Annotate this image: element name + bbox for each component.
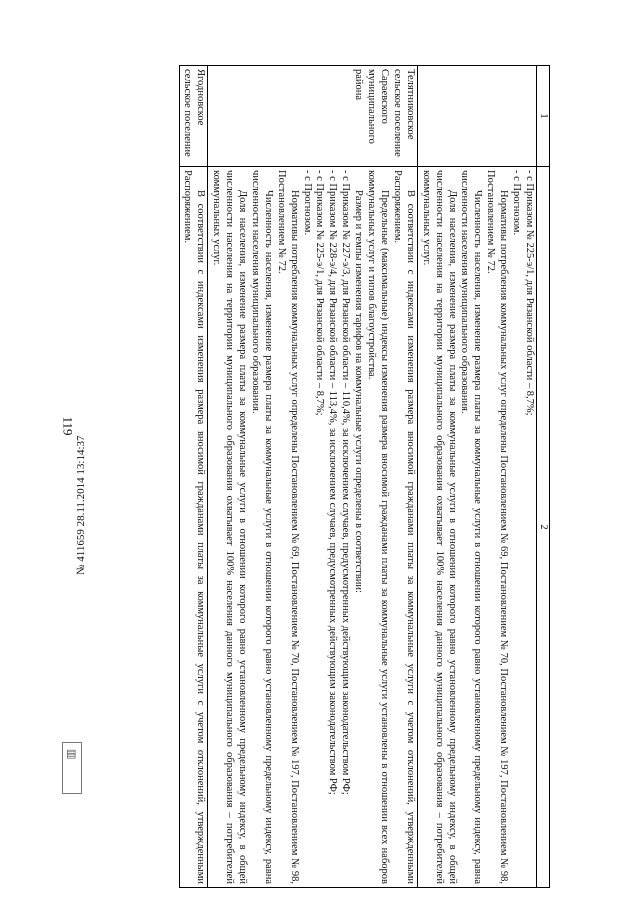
- description-cell: [208, 167, 418, 888]
- paragraph: Нормативы потребления коммунальных услуг определены Постановлением № 69, Постановлением № 70, Постановлением № 197, Постановлением № 98, Постановлением № 72.: [485, 170, 510, 884]
- paragraph: Размер и темпы изменения тарифов на коммунальные услуги определены в соответствии:: [353, 190, 365, 593]
- paragraph: - с Прогнозом.: [511, 170, 523, 236]
- description-cell: [417, 167, 536, 888]
- table-row: [417, 66, 536, 888]
- paragraph: - с Прогнозом.: [301, 170, 313, 236]
- header-col-2: 2: [537, 167, 550, 888]
- municipality-cell: [417, 66, 536, 167]
- paragraph: Численность населения, изменение размера платы за коммунальные услуги в отношении которого равно установленному предельному индексу, равна численности населения муниципального образования.: [459, 170, 484, 884]
- paragraph: В соответствии с индексами изменения размера вносимой гражданами платы за коммунальные услуги с учетом отклонений, утвержденными Распоряжением.: [182, 170, 207, 884]
- paragraph: В соответствии с индексами изменения размера вносимой гражданами платы за коммунальные услуги с учетом отклонений, утвержденными Распоряжением.: [391, 170, 416, 884]
- municipality-cell: Телятниковское сельское поселение Сараевского муниципального района: [208, 66, 418, 167]
- table-row: [208, 66, 418, 888]
- paragraph: Нормативы потребления коммунальных услуг определены Постановлением № 69, Постановлением № 70, Постановлением № 197, Постановлением № 98, Постановлением № 72.: [275, 170, 300, 884]
- table-row: [179, 66, 208, 888]
- description-cell: [179, 167, 208, 888]
- paragraph: - с Приказом № 225-э/1, для Рязанской области – 8,7%;: [524, 170, 535, 416]
- paragraph: - с Приказом № 228-э/4, для Рязанской области – 113,4%, за исключением случаев, предусмотренных действующим законодательством РФ;: [327, 170, 339, 795]
- paragraph: - с Приказом № 225-э/1, для Рязанской области – 8,7%;: [314, 170, 326, 416]
- municipality-cell: Ягодновское сельское поселение: [179, 66, 208, 167]
- rotated-sheet: [60, 65, 550, 885]
- page-number: 119: [60, 416, 76, 436]
- header-col-1: 1: [537, 66, 550, 167]
- stamp-icon: ▤: [66, 748, 77, 760]
- paragraph: Доля населения, изменение размера платы за коммунальные услуги в отношении которого равно установленному предельному индексу, в общей численности населения на территории муниципального образования охватывает 100% населения данного муниципального образования – потребителей коммунальных услуг.: [211, 170, 249, 884]
- tariff-table: [179, 65, 550, 888]
- paragraph: Численность населения, изменение размера платы за коммунальные услуги в отношении которого равно установленному предельному индексу, равна численности населения муниципального образования.: [249, 170, 274, 884]
- header-row: [537, 66, 550, 888]
- paragraph: Предельные (максимальные) индексы изменения размера вносимой гражданами платы за коммунальные услуги установлены в отношении всех наборов коммунальных услуг и типов благоустройства.: [366, 170, 391, 884]
- paragraph: - с Приказом № 227-э/3, для Рязанской области – 110,4%, за исключением случаев, предусмотренных действующим законодательством РФ;: [340, 170, 352, 795]
- document-timestamp: № 411659 28.11.2014 13:14:37: [75, 435, 87, 575]
- paragraph: Доля населения, изменение размера платы за коммунальные услуги в отношении которого равно установленному предельному индексу, в общей численности населения на территории муниципального образования охватывает 100% населения данного муниципального образования – потребителей коммунальных услуг.: [420, 170, 458, 884]
